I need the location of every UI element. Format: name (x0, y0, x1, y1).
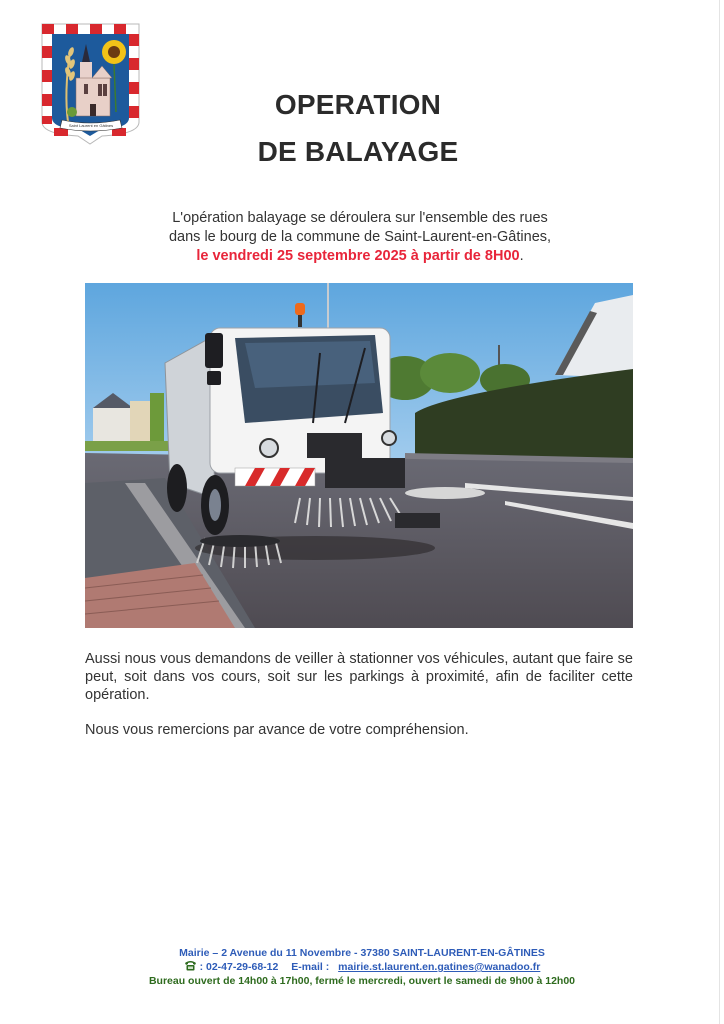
telephone-icon (184, 960, 197, 971)
footer-email-link[interactable]: mairie.st.laurent.en.gatines@wanadoo.fr (338, 961, 541, 973)
intro-line1: L'opération balayage se déroulera sur l'ensemble des rues (172, 210, 548, 226)
page-title-line2: DE BALAYAGE (257, 136, 459, 167)
date-highlight: le vendredi 25 septembre 2025 à partir de 8H00 (196, 248, 520, 264)
footer-address: Mairie – 2 Avenue du 11 Novembre - 37380 SAINT-LAURENT-EN-GÂTINES (179, 947, 545, 959)
footer-email-label: E-mail : (291, 961, 330, 973)
date-highlight-end: . (519, 248, 524, 264)
logo-banner-text: Saint Laurent en Gâtines (68, 123, 114, 128)
coat-of-arms-logo (40, 22, 141, 146)
coat-of-arms-icon (40, 22, 141, 146)
footer-opening-hours: Bureau ouvert de 14h00 à 17h00, fermé le mercredi, ouvert le samedi de 9h00 à 12h00 (148, 975, 576, 987)
page-title-line1: OPERATION (274, 89, 442, 120)
intro-paragraph (100, 209, 620, 266)
request-paragraph: Aussi nous vous demandons de veiller à stationner vos véhicules, autant que faire se peut, soit dans vos cours, soit sur les parkings à proximité, afin de faciliter cette opération. (85, 651, 633, 703)
footer-phone: : 02-47-29-68-12 (199, 961, 279, 973)
intro-line2: dans le bourg de la commune de Saint-Laurent-en-Gâtines, (168, 229, 552, 245)
thanks-paragraph: Nous vous remercions par avance de votre compréhension. (85, 722, 469, 738)
footer-contact (0, 960, 724, 974)
street-sweeper-illustration (85, 283, 633, 628)
intro-line3 (100, 247, 620, 266)
street-sweeper-photo (85, 283, 633, 628)
